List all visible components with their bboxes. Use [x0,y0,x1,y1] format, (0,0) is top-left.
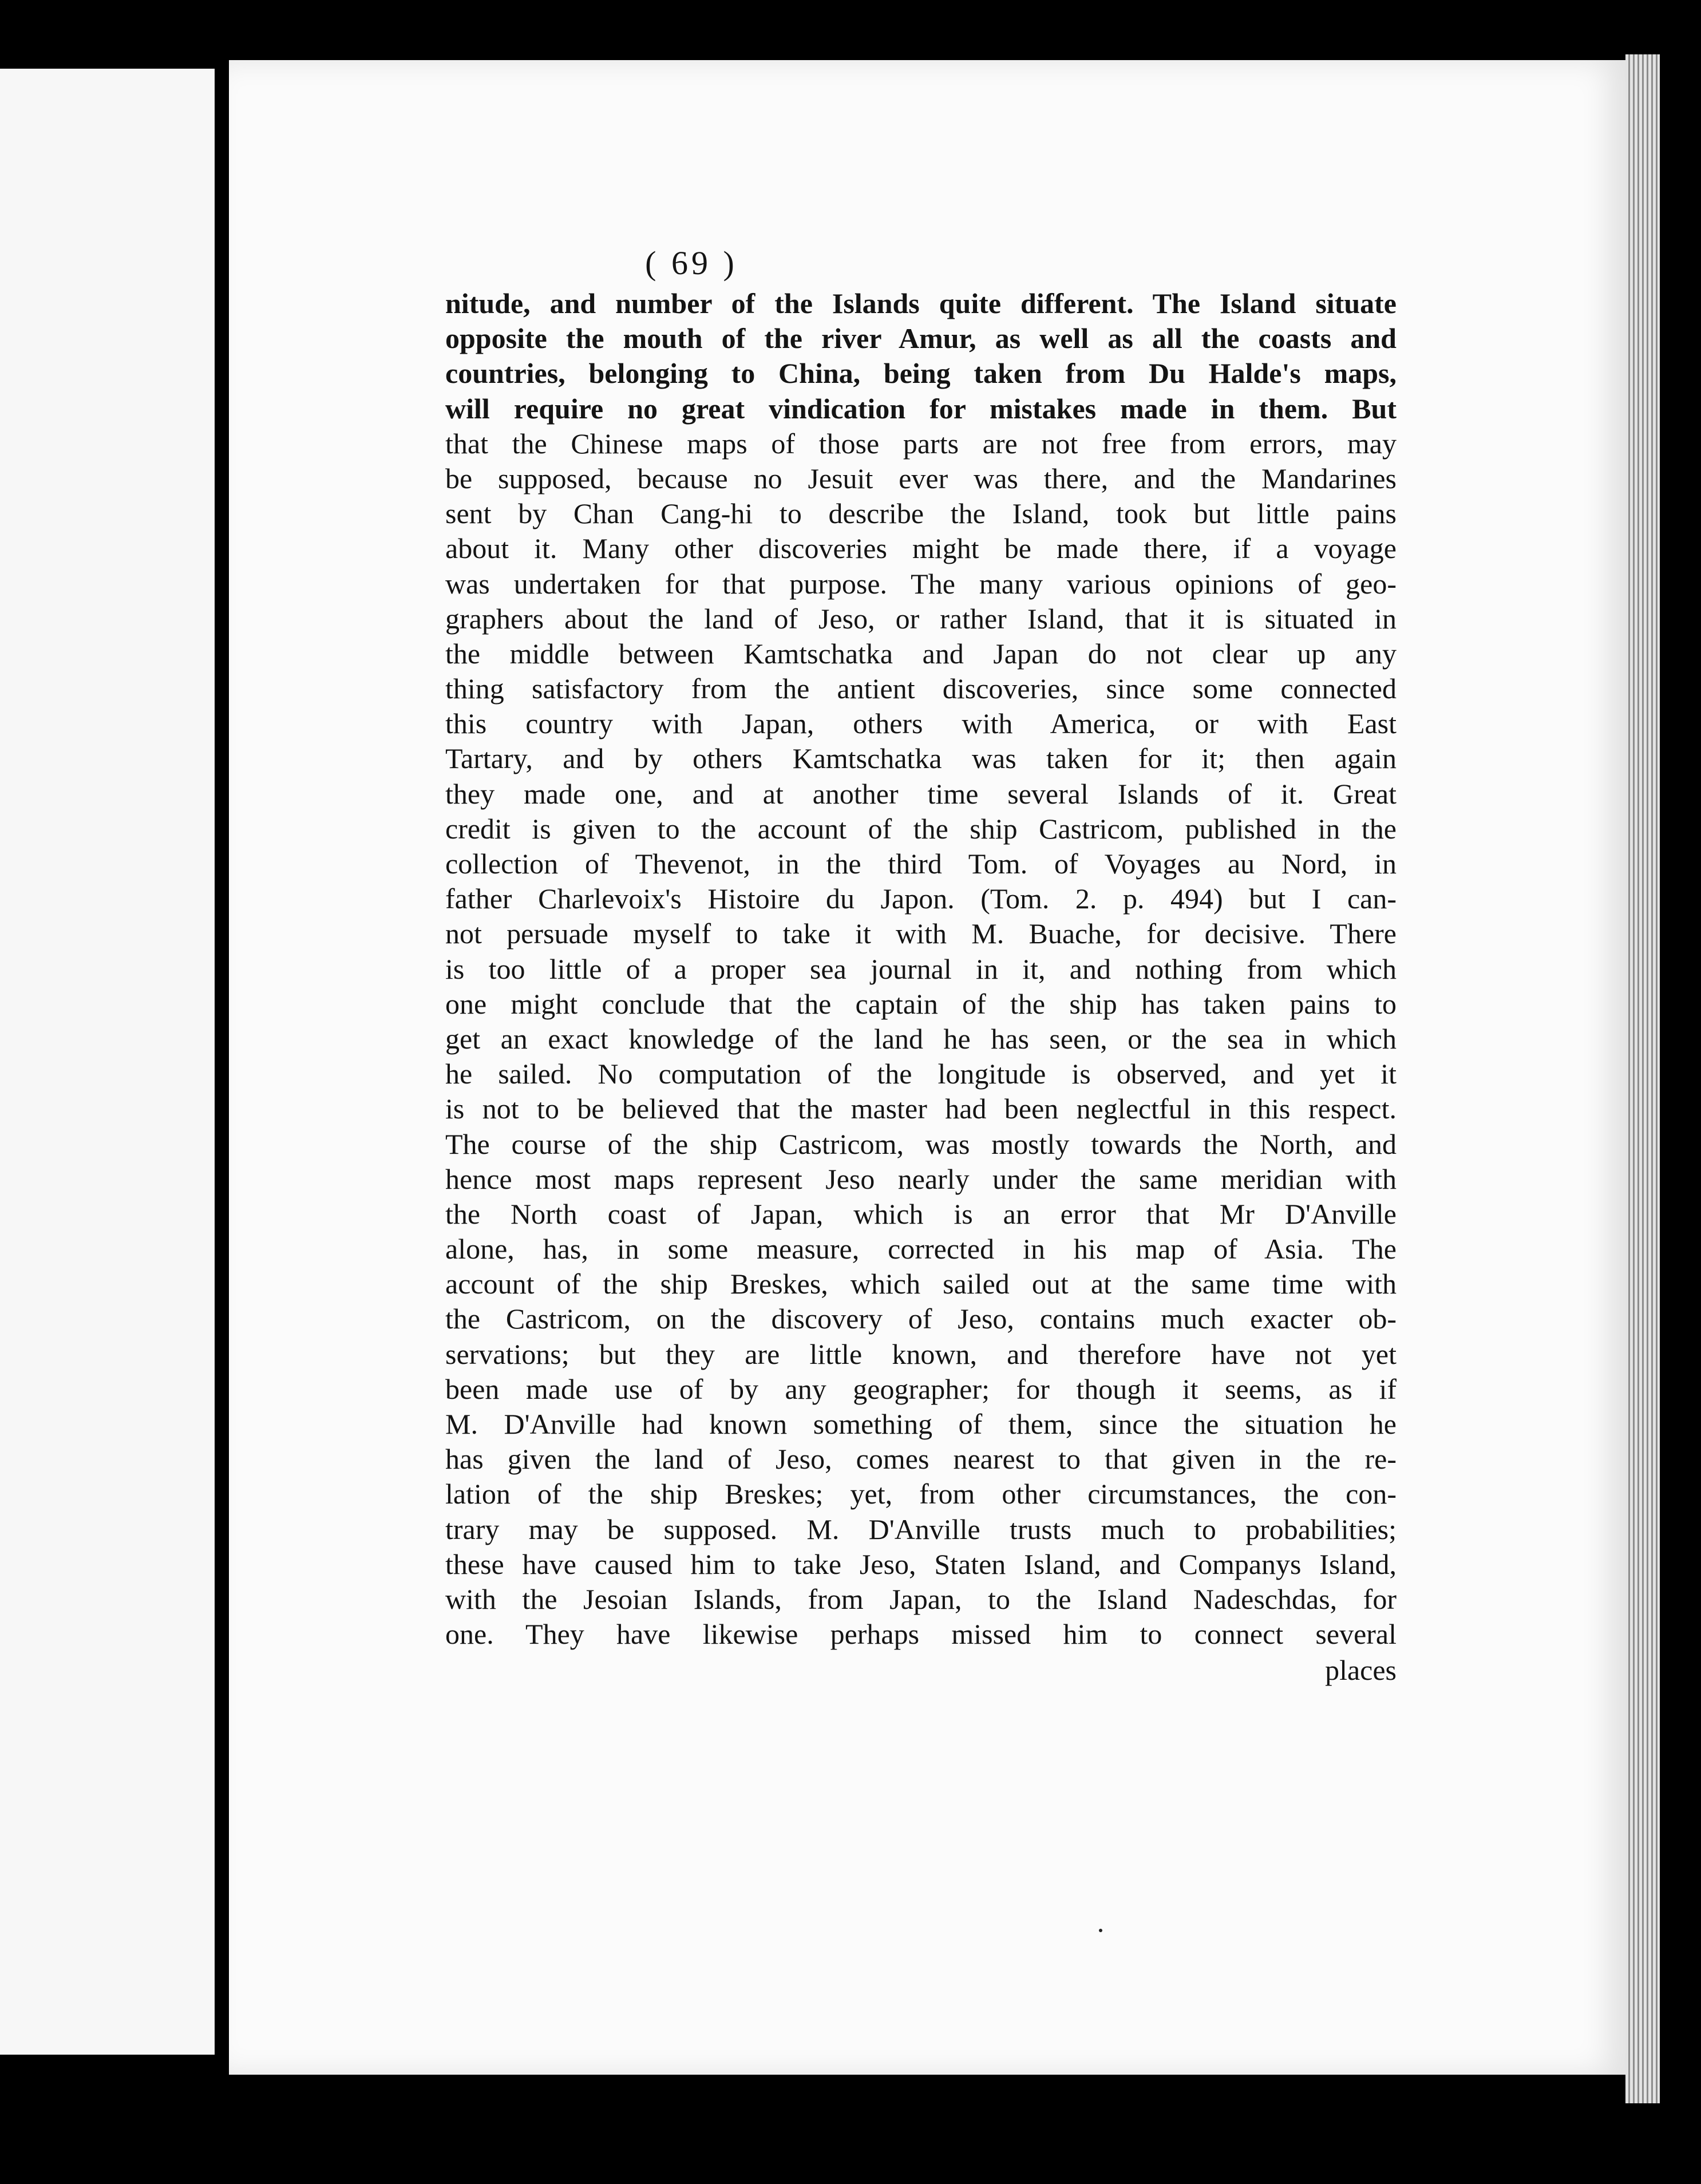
ink-speck [1099,1929,1102,1932]
text-line: is too little of a proper sea journal in it, and nothing from which [445,952,1397,985]
text-line: one. They have likewise perhaps missed him to connect several [445,1618,1397,1651]
text-line: collection of Thevenot, in the third Tom. of Voyages au Nord, in [445,848,1397,880]
body-text [445,286,1397,1652]
text-line: hence most maps represent Jeso nearly under the same meridian with [445,1162,1397,1195]
text-line: the Castricom, on the discovery of Jeso, contains much exacter ob- [445,1303,1397,1335]
text-line: this country with Japan, others with America, or with East [445,707,1397,740]
left-page-blank [0,69,216,2055]
catchword: places [1325,1654,1397,1687]
text-line: the North coast of Japan, which is an error that Mr D'Anville [445,1197,1397,1230]
text-line: these have caused him to take Jeso, Staten Island, and Companys Island, [445,1548,1397,1580]
text-line: countries, belonging to China, being taken from Du Halde's maps, [445,357,1397,390]
text-line: with the Jesoian Islands, from Japan, to the Island Nadeschdas, for [445,1582,1397,1615]
text-line: will require no great vindication for mistakes made in them. But [445,392,1397,425]
text-line: was undertaken for that purpose. The many various opinions of geo- [445,567,1397,600]
text-line: father Charlevoix's Histoire du Japon. (Tom. 2. p. 494) but I can- [445,883,1397,915]
text-line: not persuade myself to take it with M. Buache, for decisive. There [445,917,1397,950]
text-line: sent by Chan Cang-hi to describe the Island, took but little pains [445,497,1397,530]
text-line: been made use of by any geographer; for though it seems, as if [445,1372,1397,1405]
text-line: get an exact knowledge of the land he has seen, or the sea in which [445,1022,1397,1055]
page-text-block [445,240,1397,1688]
text-line: has given the land of Jeso, comes nearest to that given in the re- [445,1443,1397,1475]
text-line: lation of the ship Breskes; yet, from other circumstances, the con- [445,1478,1397,1510]
text-line: graphers about the land of Jeso, or rather Island, that it is situated in [445,602,1397,635]
text-line: about it. Many other discoveries might be made there, if a voyage [445,532,1397,565]
text-line: opposite the mouth of the river Amur, as well as all the coasts and [445,322,1397,355]
text-line: trary may be supposed. M. D'Anville trusts much to probabilities; [445,1513,1397,1545]
text-line: that the Chinese maps of those parts are not free from errors, may [445,427,1397,460]
text-line: servations; but they are little known, and therefore have not yet [445,1338,1397,1370]
page-edges [1625,54,1660,2103]
text-line: alone, has, in some measure, corrected in his map of Asia. The [445,1233,1397,1265]
text-line: they made one, and at another time several Islands of it. Great [445,777,1397,810]
text-line: be supposed, because no Jesuit ever was there, and the Mandarines [445,462,1397,494]
text-line: nitude, and number of the Islands quite different. The Island situate [445,287,1397,319]
text-line: Tartary, and by others Kamtschatka was taken for it; then again [445,742,1397,775]
text-line: he sailed. No computation of the longitude is observed, and yet it [445,1058,1397,1090]
text-line: credit is given to the account of the ship Castricom, published in the [445,812,1397,845]
page-number: ( 69 ) [645,244,738,282]
text-line: M. D'Anville had known something of them, since the situation he [445,1408,1397,1440]
text-line: the middle between Kamtschatka and Japan do not clear up any [445,637,1397,670]
text-line: account of the ship Breskes, which sailed out at the same time with [445,1268,1397,1300]
book-gutter [215,57,229,2078]
text-line: The course of the ship Castricom, was mostly towards the North, and [445,1127,1397,1160]
text-line: is not to be believed that the master had been neglectful in this respect. [445,1093,1397,1125]
text-line: one might conclude that the captain of the ship has taken pains to [445,987,1397,1020]
text-line: thing satisfactory from the antient discoveries, since some connected [445,672,1397,705]
